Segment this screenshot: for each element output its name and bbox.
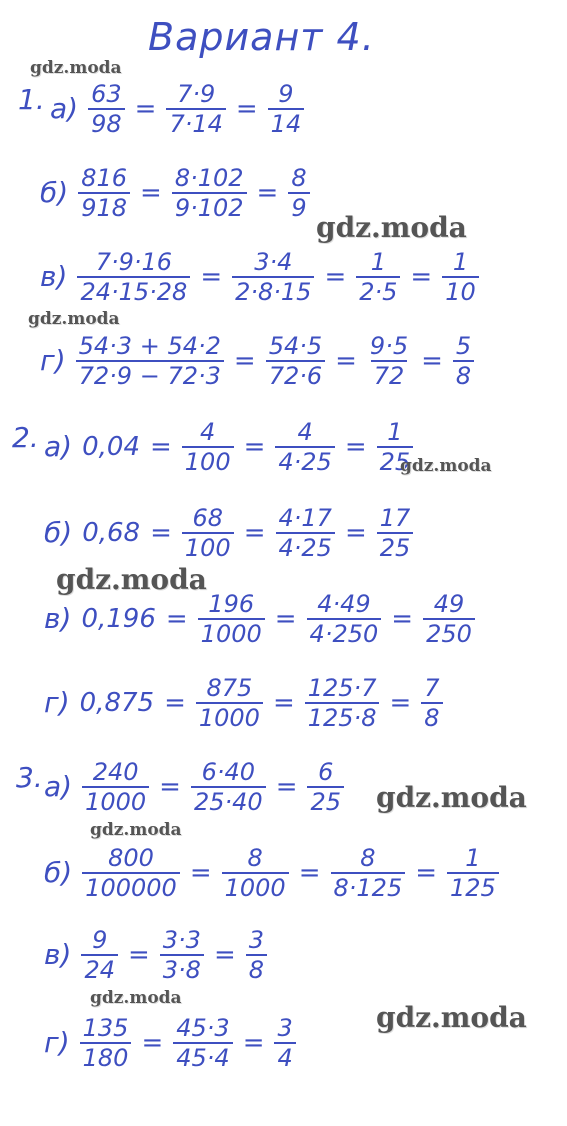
watermark: gdz.moda bbox=[90, 988, 182, 1008]
fraction: $\frac{1}{10}$ bbox=[442, 250, 479, 304]
task-2g bbox=[44, 676, 443, 730]
equals-sign: = bbox=[243, 518, 266, 548]
fraction: $\frac{8}{9}$ bbox=[288, 166, 309, 220]
equals-sign: = bbox=[415, 858, 438, 888]
item-label: а) bbox=[50, 92, 79, 125]
item-label: в) bbox=[40, 260, 68, 293]
fraction: $\frac{4}{4\cdot 25}$ bbox=[275, 420, 334, 474]
equals-sign: = bbox=[275, 772, 298, 802]
equals-sign: = bbox=[391, 604, 414, 634]
fraction: $\frac{4\cdot 49}{4\cdot 250}$ bbox=[307, 592, 382, 646]
fraction: $\frac{49}{250}$ bbox=[423, 592, 475, 646]
equals-sign: = bbox=[127, 940, 150, 970]
task-2b bbox=[44, 506, 413, 560]
equals-sign: = bbox=[134, 94, 157, 124]
task-3-number: 3. bbox=[16, 761, 43, 794]
item-label: г) bbox=[44, 1026, 70, 1059]
fraction: $\frac{17}{25}$ bbox=[377, 506, 414, 560]
item-label: а) bbox=[44, 770, 73, 803]
watermark: gdz.moda bbox=[56, 563, 207, 596]
fraction: $\frac{1}{125}$ bbox=[447, 846, 499, 900]
watermark: gdz.moda bbox=[316, 211, 467, 244]
fraction: $\frac{7\cdot 9\cdot 16}{24\cdot 15\cdot 28}$ bbox=[77, 250, 190, 304]
decimal: 0,04 bbox=[82, 432, 140, 462]
fraction: $\frac{7}{8}$ bbox=[421, 676, 442, 730]
equals-sign: = bbox=[149, 432, 172, 462]
equals-sign: = bbox=[150, 518, 172, 548]
equals-sign: = bbox=[233, 346, 256, 376]
fraction: $\frac{3\cdot 4}{2\cdot 8\cdot 15}$ bbox=[232, 250, 314, 304]
fraction: $\frac{9}{14}$ bbox=[268, 82, 305, 136]
fraction: $\frac{3}{4}$ bbox=[274, 1016, 295, 1070]
fraction: $\frac{816}{918}$ bbox=[78, 166, 130, 220]
equals-sign: = bbox=[213, 940, 236, 970]
task-2-number: 2. bbox=[12, 421, 39, 454]
task-3b bbox=[44, 846, 499, 900]
fraction: $\frac{4}{100}$ bbox=[182, 420, 234, 474]
fraction: $\frac{7\cdot 9}{7\cdot 14}$ bbox=[166, 82, 225, 136]
fraction: $\frac{875}{1000}$ bbox=[196, 676, 263, 730]
fraction: $\frac{135}{180}$ bbox=[80, 1016, 132, 1070]
watermark: gdz.moda bbox=[28, 309, 120, 329]
item-label: г) bbox=[40, 344, 66, 377]
equals-sign: = bbox=[242, 1028, 265, 1058]
fraction: $\frac{5}{8}$ bbox=[453, 334, 474, 388]
fraction: $\frac{3\cdot 3}{3\cdot 8}$ bbox=[160, 928, 204, 982]
fraction: $\frac{3}{8}$ bbox=[246, 928, 267, 982]
task-2a bbox=[44, 420, 413, 474]
item-label: б) bbox=[40, 176, 69, 209]
equals-sign: = bbox=[421, 346, 443, 376]
watermark: gdz.moda bbox=[376, 1001, 527, 1034]
task-1-number: 1. bbox=[18, 83, 45, 116]
task-1b bbox=[40, 166, 310, 220]
decimal: 0,196 bbox=[81, 604, 156, 634]
fraction: $\frac{68}{100}$ bbox=[182, 506, 234, 560]
task-3g bbox=[44, 1016, 296, 1070]
equals-sign: = bbox=[335, 346, 357, 376]
fraction: $\frac{9\cdot 5}{72}$ bbox=[369, 332, 409, 390]
equals-sign: = bbox=[324, 262, 347, 292]
equals-sign: = bbox=[256, 178, 279, 208]
equals-sign: = bbox=[235, 94, 258, 124]
equals-sign: = bbox=[189, 858, 212, 888]
watermark: gdz.moda bbox=[90, 820, 182, 840]
fraction: $\frac{45\cdot 3}{45\cdot 4}$ bbox=[173, 1016, 232, 1070]
fraction: $\frac{8}{1000}$ bbox=[222, 846, 289, 900]
fraction: $\frac{6\cdot 40}{25\cdot 40}$ bbox=[191, 760, 266, 814]
equals-sign: = bbox=[344, 432, 367, 462]
fraction: $\frac{54\cdot 5}{72\cdot 6}$ bbox=[266, 334, 325, 388]
equals-sign: = bbox=[200, 262, 223, 292]
task-1g bbox=[40, 334, 474, 388]
fraction: $\frac{1}{25}$ bbox=[377, 420, 414, 474]
fraction: $\frac{125\cdot 7}{125\cdot 8}$ bbox=[305, 676, 380, 730]
fraction: $\frac{800}{100000}$ bbox=[82, 846, 180, 900]
equals-sign: = bbox=[389, 688, 412, 718]
task-3v bbox=[44, 928, 267, 982]
equals-sign: = bbox=[274, 604, 297, 634]
equals-sign: = bbox=[410, 262, 433, 292]
equals-sign: = bbox=[272, 688, 295, 718]
decimal: 0,68 bbox=[82, 518, 141, 548]
fraction: $\frac{9}{24}$ bbox=[81, 928, 118, 982]
fraction: $\frac{6}{25}$ bbox=[307, 760, 344, 814]
item-label: а) bbox=[44, 430, 73, 463]
watermark: gdz.moda bbox=[30, 58, 122, 78]
task-1v bbox=[40, 250, 479, 304]
fraction: $\frac{1}{2\cdot 5}$ bbox=[356, 250, 400, 304]
equals-sign: = bbox=[344, 518, 367, 548]
item-label: г) bbox=[44, 686, 70, 719]
task-1a bbox=[50, 82, 304, 136]
fraction: $\frac{240}{1000}$ bbox=[82, 760, 149, 814]
watermark: gdz.moda bbox=[400, 456, 492, 476]
fraction: $\frac{63}{98}$ bbox=[88, 82, 125, 136]
equals-sign: = bbox=[140, 178, 162, 208]
item-label: б) bbox=[44, 516, 73, 549]
task-2v bbox=[44, 592, 475, 646]
watermark: gdz.moda bbox=[376, 781, 527, 814]
item-label: б) bbox=[44, 856, 73, 889]
fraction: $\frac{8\cdot 102}{9\cdot 102}$ bbox=[172, 166, 247, 220]
fraction: $\frac{4\cdot 17}{4\cdot 25}$ bbox=[276, 506, 335, 560]
equals-sign: = bbox=[298, 858, 321, 888]
equals-sign: = bbox=[164, 688, 186, 718]
page-title: Вариант 4. bbox=[148, 15, 375, 59]
fraction: $\frac{8}{8\cdot 125}$ bbox=[331, 846, 406, 900]
equals-sign: = bbox=[159, 772, 181, 802]
equals-sign: = bbox=[165, 604, 188, 634]
item-label: в) bbox=[44, 602, 72, 635]
fraction: $\frac{196}{1000}$ bbox=[198, 592, 265, 646]
task-3a bbox=[44, 760, 344, 814]
fraction: $\frac{54\cdot 3 + 54\cdot 2}{72\cdot 9 - 72\cdot 3}$ bbox=[76, 334, 224, 388]
item-label: в) bbox=[44, 938, 72, 971]
equals-sign: = bbox=[243, 432, 266, 462]
equals-sign: = bbox=[141, 1028, 164, 1058]
decimal: 0,875 bbox=[79, 688, 155, 718]
